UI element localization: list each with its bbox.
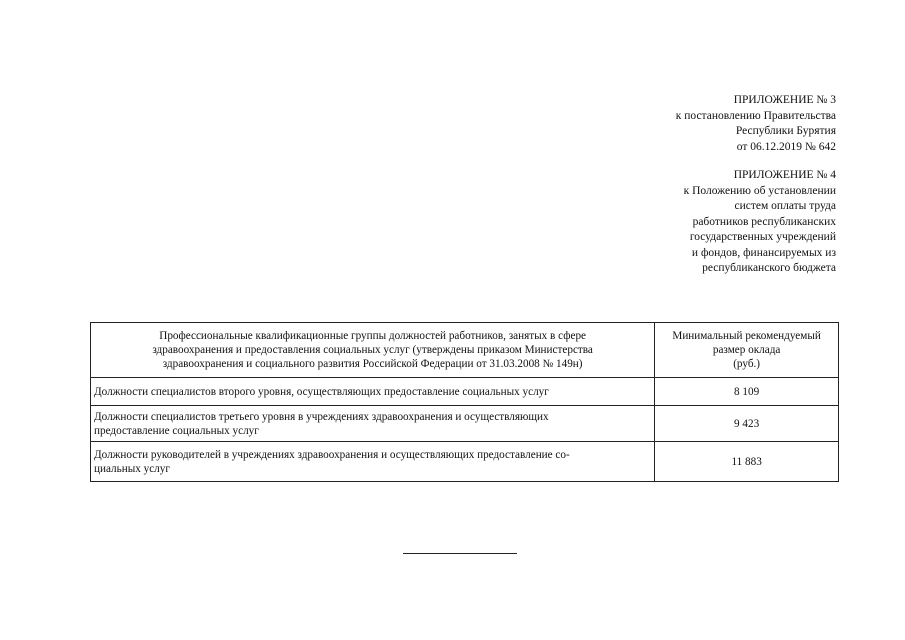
salary-table bbox=[90, 322, 839, 482]
appendix-4-title: ПРИЛОЖЕНИЕ № 4 bbox=[733, 169, 836, 181]
header-min-salary bbox=[655, 323, 839, 378]
table-row bbox=[91, 442, 839, 482]
appendix-4-line: систем оплаты труда bbox=[734, 200, 836, 212]
table-row bbox=[91, 378, 839, 406]
salary-value: 11 883 bbox=[655, 442, 839, 482]
appendix-3-header bbox=[676, 93, 836, 155]
table-row bbox=[91, 406, 839, 442]
row-text-line: Должности специалистов второго уровня, осуществляющих предоставление социальных услуг bbox=[94, 385, 549, 398]
appendix-3-date: от 06.12.2019 № 642 bbox=[736, 140, 836, 153]
appendix-4-line: республиканского бюджета bbox=[702, 262, 836, 274]
header-line: здравоохранения и социального развития Российской Федерации от 31.03.2008 № 149н) bbox=[162, 358, 583, 370]
header-line: размер оклада bbox=[712, 344, 781, 356]
appendix-3-title: ПРИЛОЖЕНИЕ № 3 bbox=[733, 94, 836, 106]
appendix-3-line: Республики Бурятия bbox=[735, 125, 836, 137]
row-text-line: Должности специалистов третьего уровня в учреждениях здравоохранения и осуществляющих bbox=[94, 410, 549, 423]
row-text-line: предоставление социальных услуг bbox=[94, 424, 259, 437]
footer-divider bbox=[403, 553, 517, 554]
position-group-name bbox=[91, 406, 655, 442]
header-line: здравоохранения и предоставления социальных услуг (утверждены приказом Министерства bbox=[152, 344, 593, 356]
appendix-4-header bbox=[684, 168, 836, 277]
row-text-line: циальных услуг bbox=[94, 462, 170, 475]
header-line: Профессиональные квалификационные группы должностей работников, занятых в сфере bbox=[159, 330, 586, 342]
salary-value: 8 109 bbox=[655, 378, 839, 406]
table-header-row bbox=[91, 323, 839, 378]
header-line: (руб.) bbox=[733, 358, 761, 370]
position-group-name bbox=[91, 442, 655, 482]
salary-value: 9 423 bbox=[655, 406, 839, 442]
appendix-4-line: государственных учреждений bbox=[689, 231, 836, 243]
header-line: Минимальный рекомендуемый bbox=[672, 330, 821, 342]
position-group-name bbox=[91, 378, 655, 406]
header-qualification-groups bbox=[91, 323, 655, 378]
appendix-4-line: и фондов, финансируемых из bbox=[691, 246, 836, 259]
appendix-3-line: к постановлению Правительства bbox=[675, 109, 836, 122]
appendix-4-line: работников республиканских bbox=[692, 215, 836, 228]
row-text-line: Должности руководителей в учреждениях здравоохранения и осуществляющих предоставление со- bbox=[94, 448, 570, 461]
appendix-4-line: к Положению об установлении bbox=[683, 184, 836, 197]
